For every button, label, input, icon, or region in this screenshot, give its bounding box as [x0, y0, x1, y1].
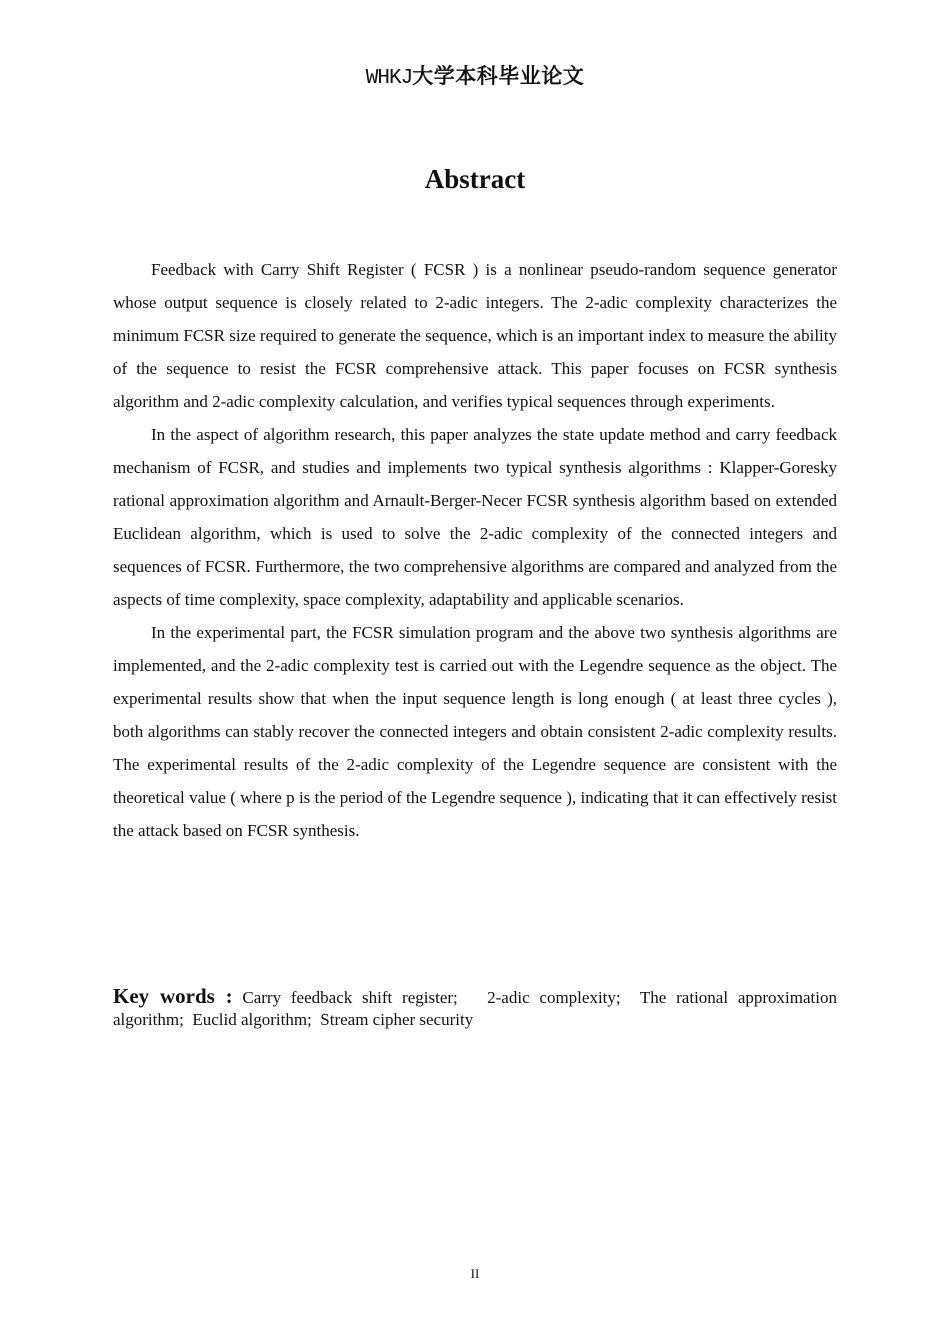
abstract-body — [113, 253, 837, 847]
running-header — [0, 60, 950, 90]
keywords-block — [113, 985, 837, 1031]
page-title: Abstract — [424, 164, 526, 194]
page-number: II — [470, 1266, 480, 1281]
keywords-text: Carry feedback shift register; 2-adic complexity; The rational approximation algorithm; Euclid algorithm; Stream cipher security — [113, 988, 837, 1029]
abstract-paragraph: Feedback with Carry Shift Register ( FCSR ) is a nonlinear pseudo-random sequence generator whose output sequence is closely related to 2-adic integers. The 2-adic complexity characterizes the minimum FCSR size required to generate the sequence, which is an important index to measure the ability of the sequence to resist the FCSR comprehensive attack. This paper focuses on FCSR synthesis algorithm and 2-adic complexity calculation, and verifies typical sequences through experiments. — [113, 260, 837, 411]
header-cjk: 大学本科毕业论文 — [412, 64, 585, 88]
abstract-paragraph: In the aspect of algorithm research, this paper analyzes the state update method and carry feedback mechanism of FCSR, and studies and implements two typical synthesis algorithms : Klapper-Goresky rational approximation algorithm and Arnault-Berger-Necer FCSR synthesis algorithm based on extended Euclidean algorithm, which is used to solve the 2-adic complexity of the connected integers and sequences of FCSR. Furthermore, the two comprehensive algorithms are compared and analyzed from the aspects of time complexity, space complexity, adaptability and applicable scenarios. — [113, 425, 837, 609]
header-latin: WHKJ — [365, 67, 413, 90]
keywords-label: Key words : — [113, 984, 233, 1008]
abstract-paragraph: In the experimental part, the FCSR simulation program and the above two synthesis algorithms are implemented, and the 2-adic complexity test is carried out with the Legendre sequence as the object. The experimental results show that when the input sequence length is long enough ( at least three cycles ), both algorithms can stably recover the connected integers and obtain consistent 2-adic complexity results. The experimental results of the 2-adic complexity of the Legendre sequence are consistent with the theoretical value ( where p is the period of the Legendre sequence ), indicating that it can effectively resist the attack based on FCSR synthesis. — [113, 623, 837, 840]
